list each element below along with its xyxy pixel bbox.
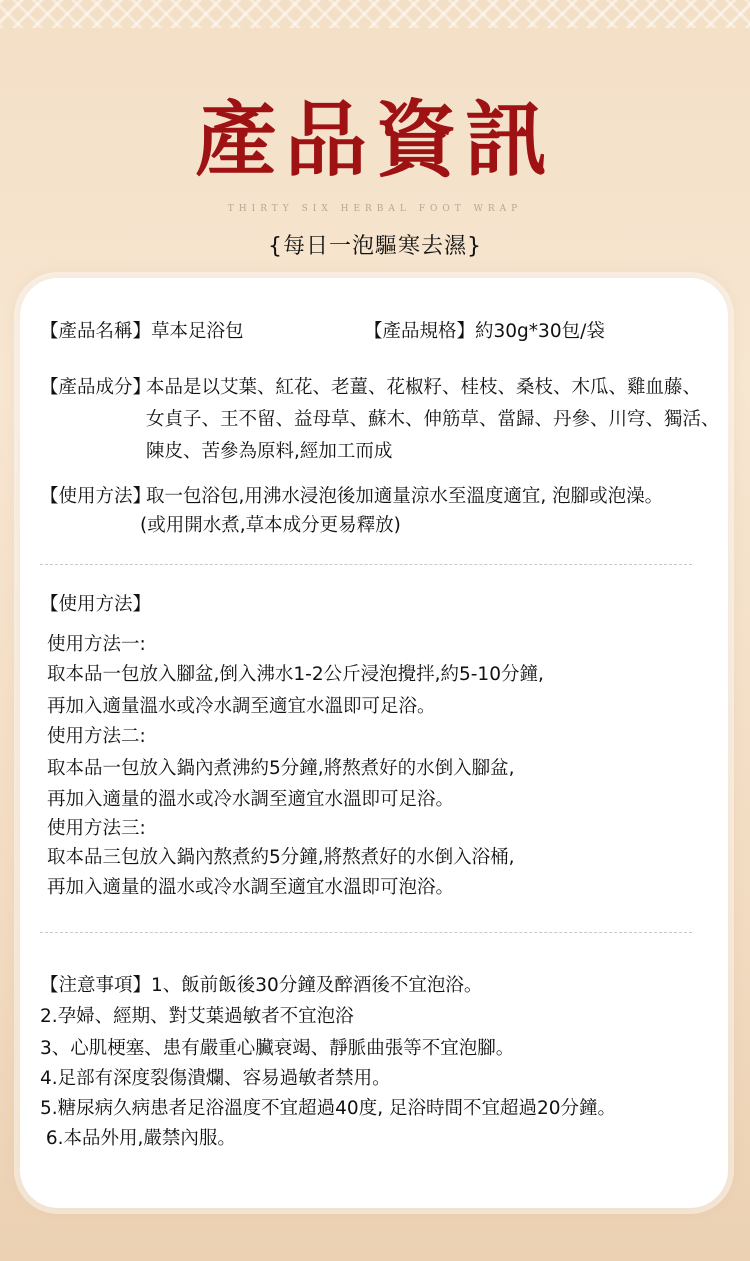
product-name-label: 【產品名稱】 <box>40 321 152 342</box>
method-line: 取本品一包放入鍋內煮沸約5分鐘,將熬煮好的水倒入腳盆, <box>47 758 515 779</box>
divider <box>40 932 692 933</box>
notes-label: 【注意事項】 <box>40 975 152 996</box>
notes-row <box>40 975 482 997</box>
product-spec-row <box>364 321 605 343</box>
note-item: 4.足部有深度裂傷潰爛、容易過敏者禁用。 <box>40 1068 391 1089</box>
note-item: 5.糖尿病久病患者足浴溫度不宜超過40度, 足浴時間不宜超過20分鐘。 <box>40 1098 616 1119</box>
note-item: 1、飯前飯後30分鐘及醉酒後不宜泡浴。 <box>151 975 483 996</box>
methods-label: 【使用方法】 <box>40 594 152 615</box>
decorative-top-border <box>0 0 750 28</box>
tagline: {每日一泡驅寒去濕} <box>268 234 482 259</box>
method-line: 使用方法一: <box>47 634 146 655</box>
method-line: 使用方法二: <box>47 726 146 747</box>
method-line: 取本品三包放入鍋內熬煮約5分鐘,將熬煮好的水倒入浴桶, <box>47 847 515 868</box>
product-spec-value: 約30g*30包/袋 <box>475 321 605 342</box>
page-title: 產品資訊 <box>194 93 555 188</box>
method-line: 再加入適量溫水或冷水調至適宜水溫即可足浴。 <box>47 696 436 717</box>
ingredients-line: 女貞子、王不留、益母草、蘇木、伸筋草、當歸、丹參、川穹、獨活、 <box>146 409 720 430</box>
usage-line: 取一包浴包,用沸水浸泡後加適量涼水至溫度適宜, 泡腳或泡澡。 <box>146 486 664 507</box>
method-line: 再加入適量的溫水或冷水調至適宜水溫即可泡浴。 <box>47 877 455 898</box>
method-line: 再加入適量的溫水或冷水調至適宜水溫即可足浴。 <box>47 789 455 810</box>
english-subtitle: THIRTY SIX HERBAL FOOT WRAP <box>227 204 523 214</box>
usage-line: (或用開水煮,草本成分更易釋放) <box>140 515 401 536</box>
ingredients-line: 本品是以艾葉、紅花、老薑、花椒籽、桂枝、桑枝、木瓜、雞血藤、 <box>146 377 702 398</box>
product-spec-label: 【產品規格】 <box>364 321 476 342</box>
note-item: 3、心肌梗塞、患有嚴重心臟衰竭、靜脈曲張等不宜泡腳。 <box>40 1038 515 1059</box>
ingredients-label: 【產品成分】 <box>40 377 152 398</box>
product-name-row <box>40 321 244 343</box>
product-name-value: 草本足浴包 <box>151 321 244 342</box>
note-item: 2.孕婦、經期、對艾葉過敏者不宜泡浴 <box>40 1006 354 1027</box>
divider <box>40 564 692 565</box>
method-line: 使用方法三: <box>47 818 146 839</box>
method-line: 取本品一包放入腳盆,倒入沸水1-2公斤浸泡攪拌,約5-10分鐘, <box>47 664 544 685</box>
note-item: 6.本品外用,嚴禁內服。 <box>40 1128 236 1149</box>
usage-label: 【使用方法】 <box>40 486 152 507</box>
ingredients-line: 陳皮、苦參為原料,經加工而成 <box>146 441 393 462</box>
